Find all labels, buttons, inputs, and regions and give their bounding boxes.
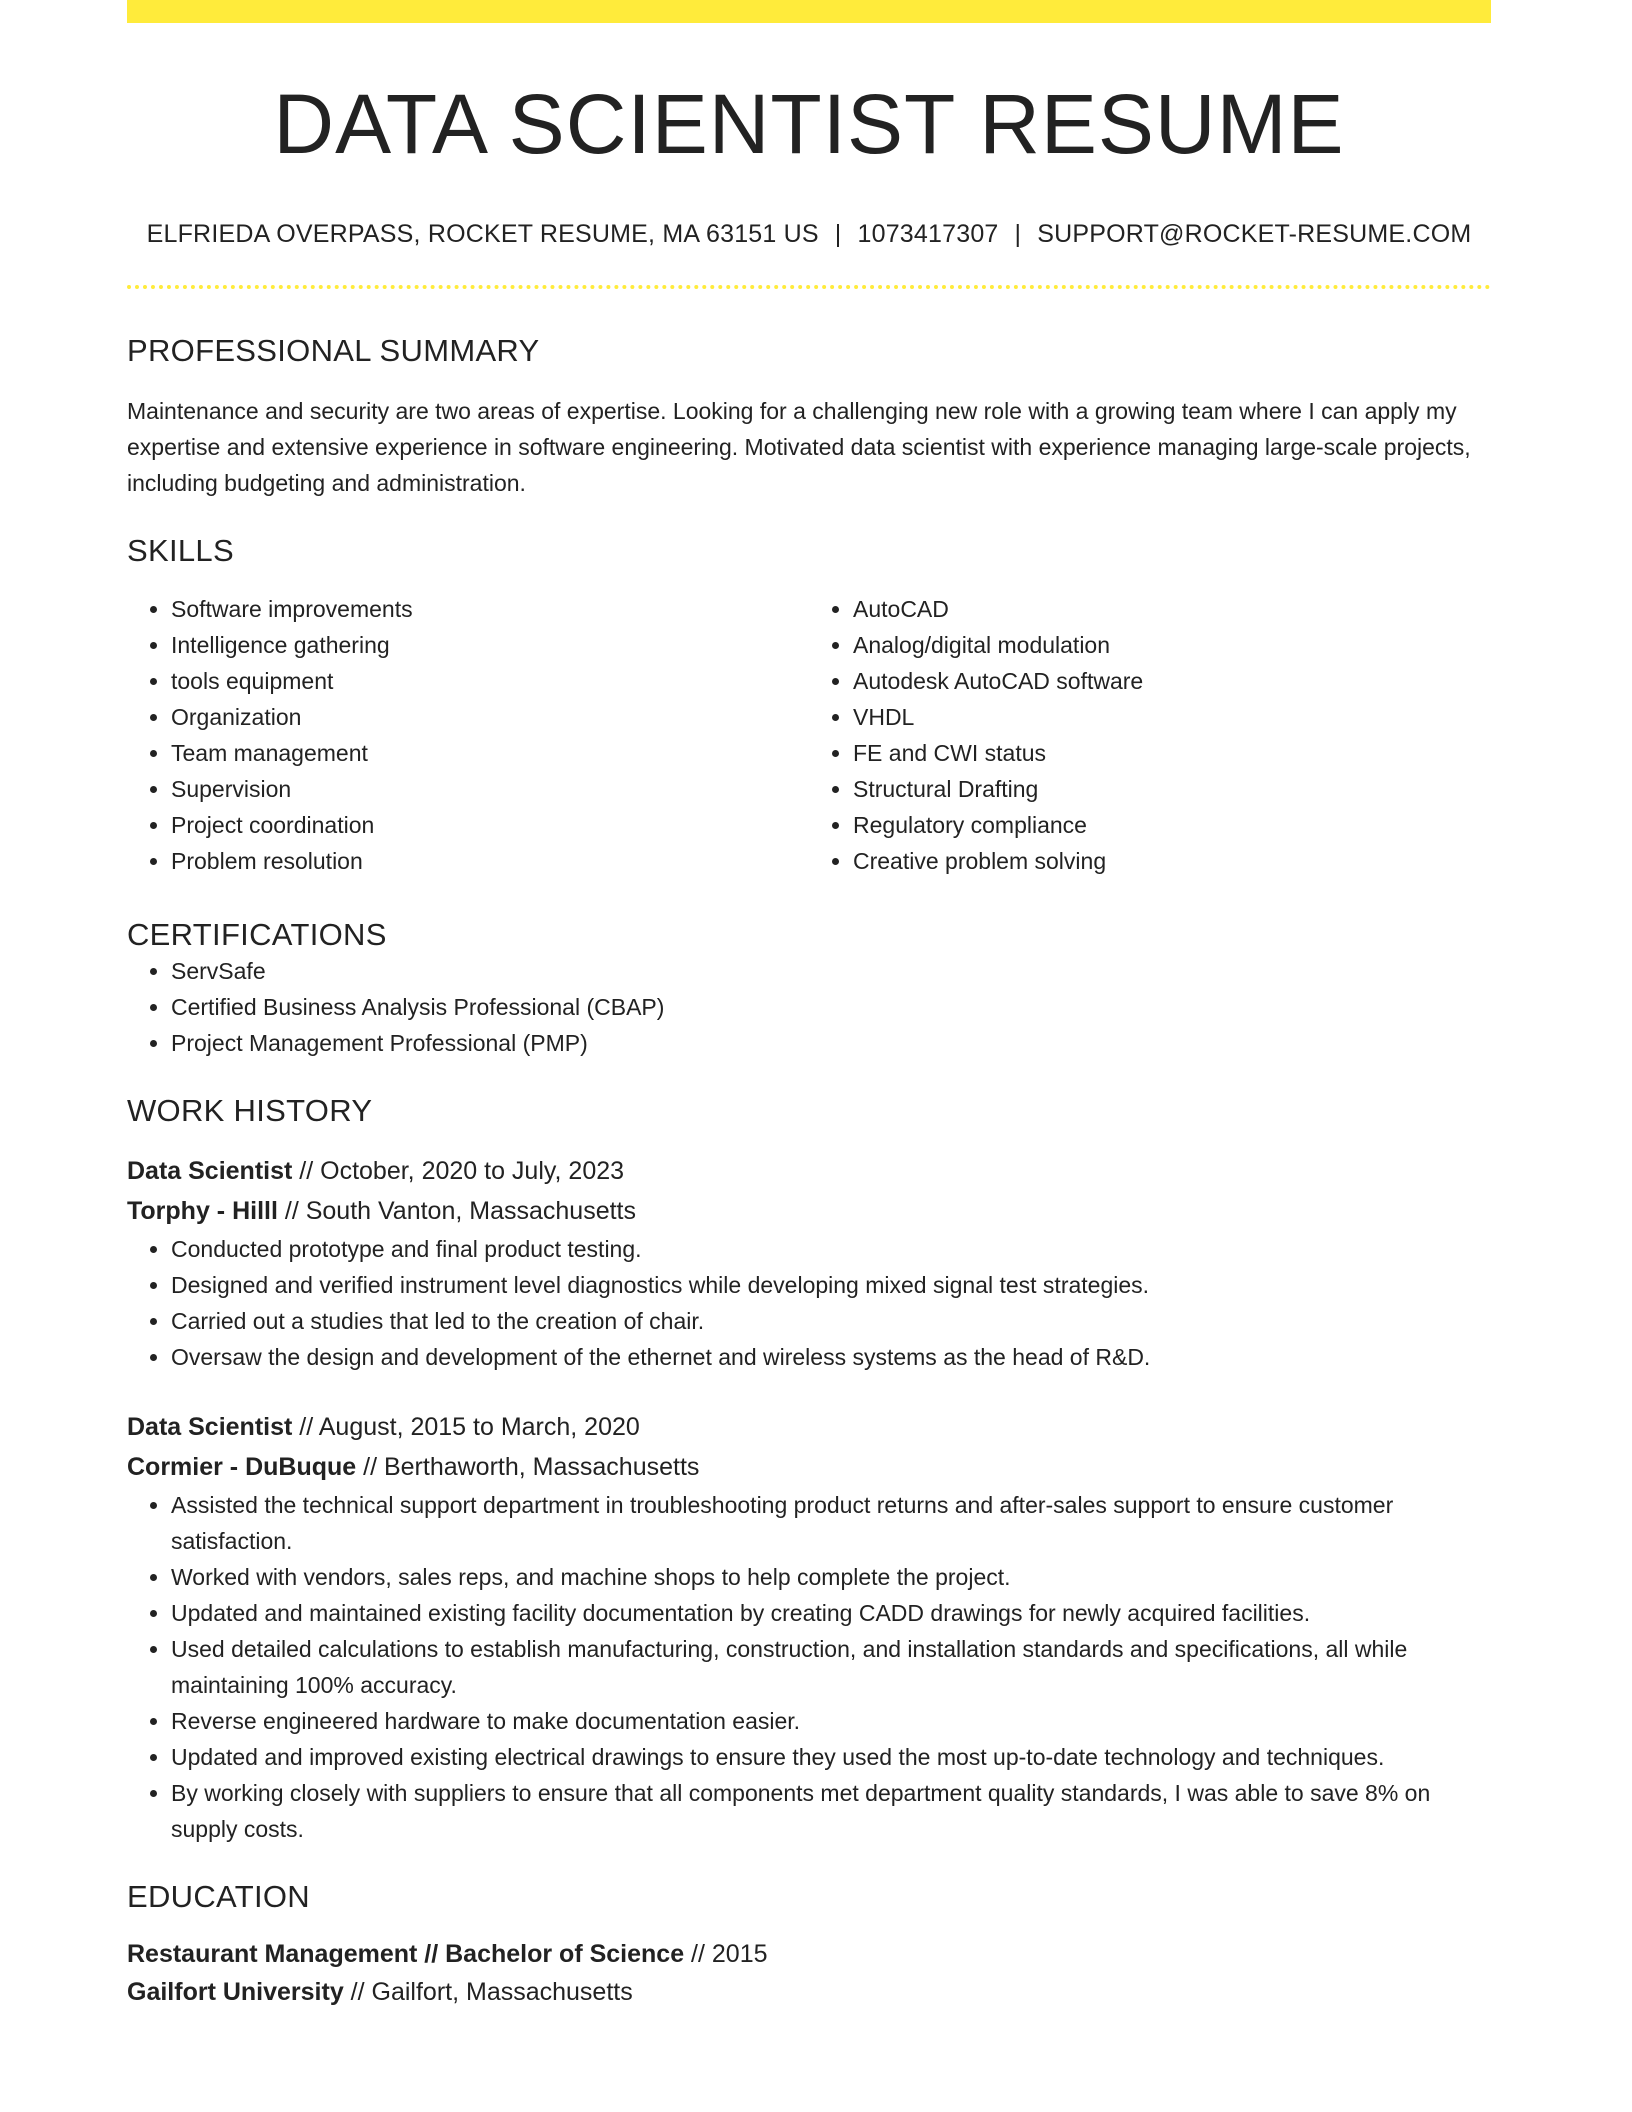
skill-item: • Autodesk AutoCAD software — [853, 663, 1491, 699]
job-bullet: • Oversaw the design and development of the ethernet and wireless systems as the head of R&D. — [171, 1339, 1491, 1375]
job-dates: // October, 2020 to July, 2023 — [292, 1157, 625, 1186]
job-bullet: • Conducted prototype and final product testing. — [171, 1231, 1491, 1267]
skill-item: • Intelligence gathering — [171, 627, 809, 663]
skill-item: • VHDL — [853, 699, 1491, 735]
summary-heading: PROFESSIONAL SUMMARY — [127, 333, 540, 369]
skill-item: • Regulatory compliance — [853, 807, 1491, 843]
job-location: // Berthaworth, Massachusetts — [356, 1453, 700, 1482]
contact-separator: | — [834, 220, 842, 249]
job-company: Cormier - DuBuque — [127, 1453, 357, 1482]
skills-list-left — [127, 591, 809, 879]
skill-item: • Analog/digital modulation — [853, 627, 1491, 663]
resume-content — [127, 0, 1491, 2011]
job-bullet: • Used detailed calculations to establish manufacturing, construction, and installation standards and specifications, all while maintaining 100% accuracy. — [171, 1631, 1491, 1703]
job-bullet: • By working closely with suppliers to ensure that all components met department quality standards, I was able to save 8% on supply costs. — [171, 1775, 1491, 1847]
contact-address: ELFRIEDA OVERPASS, ROCKET RESUME, MA 63151 US — [146, 220, 819, 249]
skill-item: • Supervision — [171, 771, 809, 807]
work-history-heading: WORK HISTORY — [127, 1093, 373, 1129]
education-school: Gailfort University — [127, 1978, 344, 2007]
education-degree-line — [127, 1935, 1491, 1973]
summary-text: Maintenance and security are two areas of expertise. Looking for a challenging new role with a growing team where I can apply my expertise and extensive experience in software engineering. Motivated data scientist with experience managing large-scale projects, including budgeting and administration. — [127, 398, 1471, 497]
education-degree: Restaurant Management // Bachelor of Science — [127, 1940, 685, 1969]
job-company: Torphy - Hilll — [127, 1197, 278, 1226]
skill-item: • Creative problem solving — [853, 843, 1491, 879]
job-role: Data Scientist — [127, 1157, 293, 1186]
skill-item: • Project coordination — [171, 807, 809, 843]
job-role-line — [127, 1151, 1491, 1191]
education-year: // 2015 — [684, 1940, 768, 1969]
education-school-line — [127, 1973, 1491, 2011]
job-location: // South Vanton, Massachusetts — [277, 1197, 636, 1226]
skill-item: • Organization — [171, 699, 809, 735]
job-bullet: • Updated and maintained existing facility documentation by creating CADD drawings for newly acquired facilities. — [171, 1595, 1491, 1631]
job-role-line — [127, 1407, 1491, 1447]
job-bullets — [127, 1487, 1491, 1847]
job-company-line — [127, 1191, 1491, 1231]
job-bullet: • Updated and improved existing electrical drawings to ensure they used the most up-to-date technology and techniques. — [171, 1739, 1491, 1775]
education-entry — [127, 1935, 1491, 2011]
job-header — [127, 1407, 1491, 1487]
skill-item: • Problem resolution — [171, 843, 809, 879]
resume-title: DATA SCIENTIST RESUME — [273, 77, 1345, 171]
skills-heading: SKILLS — [127, 533, 234, 569]
skills-columns — [127, 591, 1491, 879]
skill-item: • FE and CWI status — [853, 735, 1491, 771]
job-bullet: • Designed and verified instrument level diagnostics while developing mixed signal test strategies. — [171, 1267, 1491, 1303]
skills-list-right — [809, 591, 1491, 879]
dotted-divider — [127, 285, 1491, 289]
certifications-heading: CERTIFICATIONS — [127, 917, 387, 953]
contact-email: SUPPORT@ROCKET-RESUME.COM — [1037, 220, 1472, 249]
skill-item: • Team management — [171, 735, 809, 771]
certification-item: • Project Management Professional (PMP) — [171, 1025, 1491, 1061]
job-dates: // August, 2015 to March, 2020 — [292, 1413, 640, 1442]
skill-item: • AutoCAD — [853, 591, 1491, 627]
job-header — [127, 1151, 1491, 1231]
certification-item: • Certified Business Analysis Professional (CBAP) — [171, 989, 1491, 1025]
accent-bar — [127, 0, 1491, 23]
skill-item: • tools equipment — [171, 663, 809, 699]
job-bullet: • Carried out a studies that led to the creation of chair. — [171, 1303, 1491, 1339]
education-location: // Gailfort, Massachusetts — [343, 1978, 633, 2007]
contact-line — [127, 220, 1491, 249]
skill-item: • Software improvements — [171, 591, 809, 627]
contact-separator: | — [1014, 220, 1022, 249]
job-bullet: • Reverse engineered hardware to make documentation easier. — [171, 1703, 1491, 1739]
certifications-list — [127, 953, 1491, 1061]
job-bullets — [127, 1231, 1491, 1375]
contact-phone: 1073417307 — [857, 220, 999, 249]
education-heading: EDUCATION — [127, 1879, 310, 1915]
job-company-line — [127, 1447, 1491, 1487]
job-bullet: • Assisted the technical support department in troubleshooting product returns and after-sales support to ensure customer satisfaction. — [171, 1487, 1491, 1559]
skill-item: • Structural Drafting — [853, 771, 1491, 807]
job-role: Data Scientist — [127, 1413, 293, 1442]
job-bullet: • Worked with vendors, sales reps, and machine shops to help complete the project. — [171, 1559, 1491, 1595]
certification-item: • ServSafe — [171, 953, 1491, 989]
